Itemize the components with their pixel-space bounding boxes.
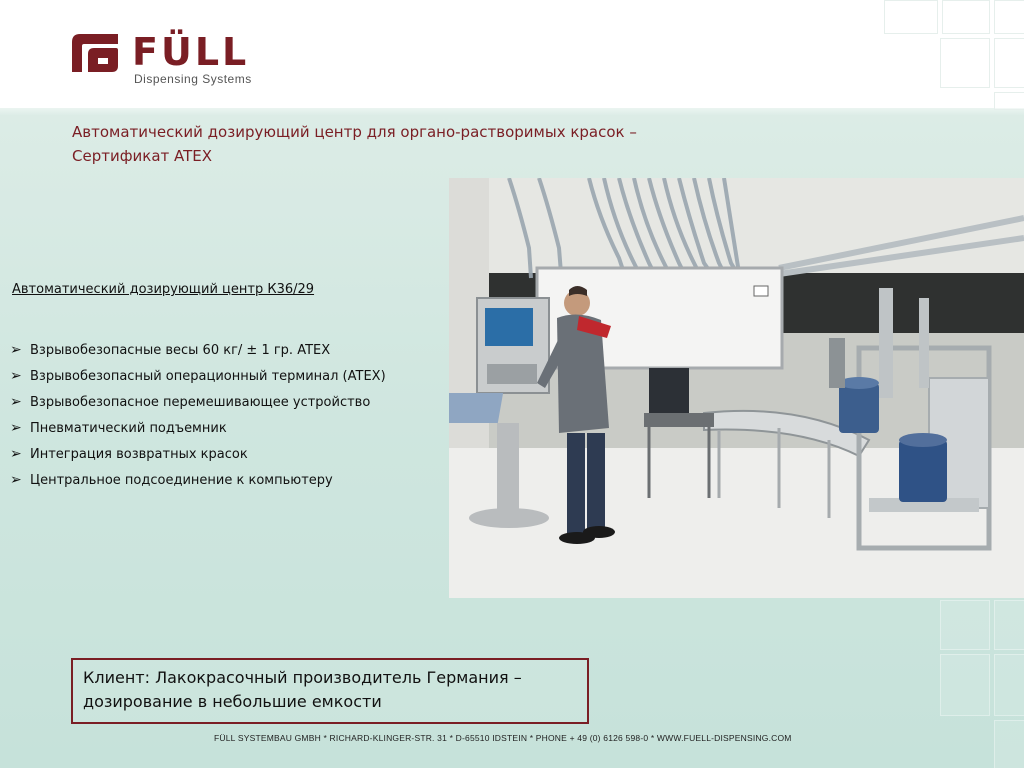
list-item <box>10 441 386 467</box>
arrow-bullet-icon: ➢ <box>10 472 22 488</box>
brand-name: FÜLL <box>132 30 250 74</box>
header-fade <box>0 100 1024 116</box>
feature-label: Взрывобезопасные весы 60 кг/ ± 1 гр. ATEX <box>30 342 331 358</box>
decorative-square <box>994 38 1024 88</box>
logo-mark-icon <box>70 32 120 72</box>
decorative-square <box>994 654 1024 716</box>
page-title <box>72 120 792 168</box>
list-item <box>10 389 386 415</box>
list-item <box>10 415 386 441</box>
list-item <box>10 337 386 363</box>
product-photo <box>449 178 1024 598</box>
list-item <box>10 363 386 389</box>
decorative-square <box>994 0 1024 34</box>
decorative-square <box>940 654 990 716</box>
brand-tagline: Dispensing Systems <box>134 72 252 86</box>
client-line2: дозирование в небольшие емкости <box>83 692 382 711</box>
arrow-bullet-icon: ➢ <box>10 342 22 358</box>
list-item <box>10 467 386 493</box>
client-info-box <box>71 658 589 724</box>
client-text <box>83 666 583 714</box>
arrow-bullet-icon: ➢ <box>10 420 22 436</box>
client-line1: Клиент: Лакокрасочный производитель Германия – <box>83 668 522 687</box>
feature-label: Взрывобезопасное перемешивающее устройство <box>30 394 371 410</box>
page-title-line2: Сертификат ATEX <box>72 147 213 165</box>
decorative-square <box>940 600 990 650</box>
feature-list <box>10 337 386 493</box>
footer-contact: FÜLL SYSTEMBAU GMBH * RICHARD-KLINGER-STR. 31 * D-65510 IDSTEIN * PHONE + 49 (0) 6126 598-0 * WWW.FUELL-DISPENSING.COM <box>214 733 792 743</box>
feature-label: Взрывобезопасный операционный терминал (ATEX) <box>30 368 386 384</box>
feature-label: Пневматический подъемник <box>30 420 227 436</box>
decorative-square <box>994 600 1024 650</box>
feature-label: Центральное подсоединение к компьютеру <box>30 472 333 488</box>
decorative-square <box>994 720 1024 770</box>
company-logo <box>70 30 260 90</box>
arrow-bullet-icon: ➢ <box>10 394 22 410</box>
decorative-square <box>994 92 1024 110</box>
decorative-square <box>884 0 938 34</box>
decorative-square <box>940 38 990 88</box>
decorative-square <box>942 0 990 34</box>
arrow-bullet-icon: ➢ <box>10 446 22 462</box>
feature-label: Интеграция возвратных красок <box>30 446 248 462</box>
product-subtitle: Автоматический дозирующий центр К36/29 <box>12 282 315 297</box>
arrow-bullet-icon: ➢ <box>10 368 22 384</box>
page-title-line1: Автоматический дозирующий центр для органо-растворимых красок – <box>72 123 637 141</box>
